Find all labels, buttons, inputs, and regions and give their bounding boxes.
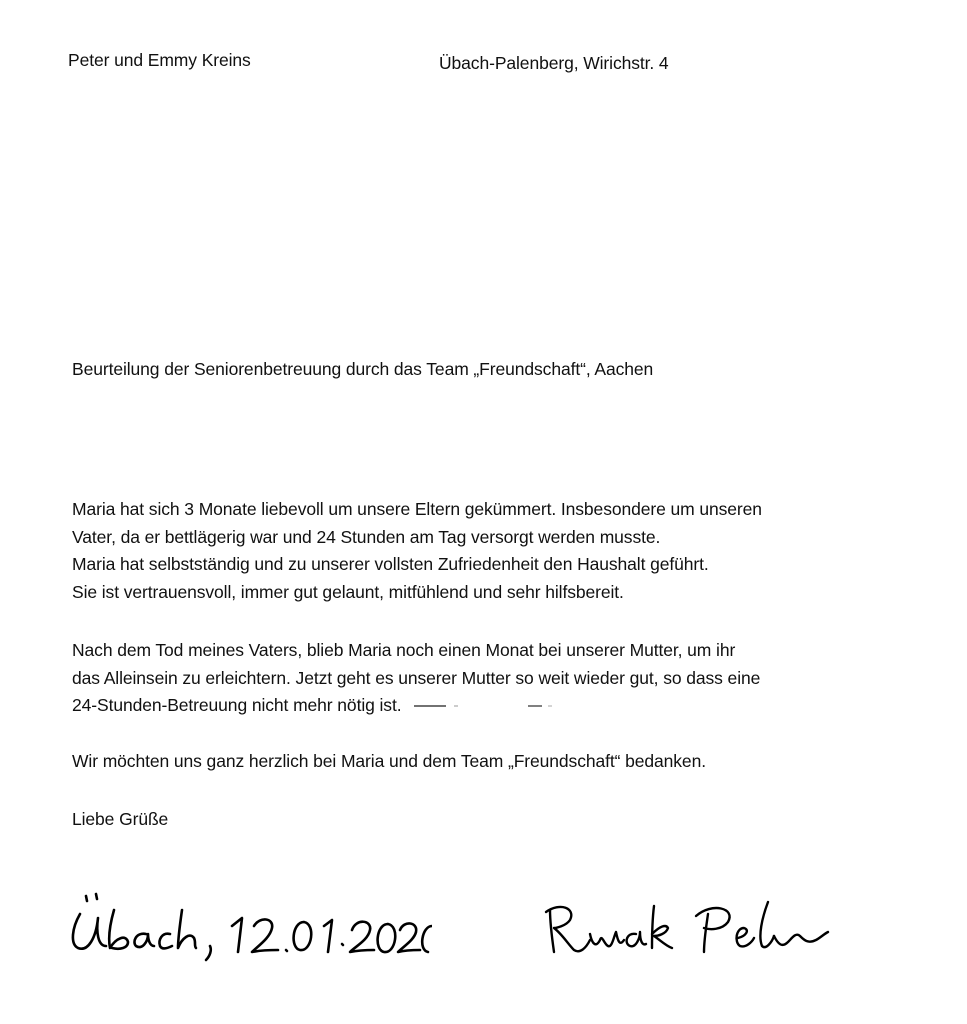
paragraph-1-line: Maria hat sich 3 Monate liebevoll um unsere Eltern gekümmert. Insbesondere um unseren xyxy=(72,499,762,519)
paragraph-2-line-text: 24-Stunden-Betreuung nicht mehr nötig ist. xyxy=(72,695,402,715)
paragraph-2-line: Nach dem Tod meines Vaters, blieb Maria noch einen Monat bei unserer Mutter, um ihr xyxy=(72,640,736,660)
erased-marks xyxy=(406,700,556,712)
paragraph-2 xyxy=(72,637,760,720)
closing-greeting: Liebe Grüße xyxy=(72,809,169,829)
sender-name: Peter und Emmy Kreins xyxy=(68,50,251,70)
paragraph-1-line: Sie ist vertrauensvoll, immer gut gelaunt, mitfühlend und sehr hilfsbereit. xyxy=(72,581,624,602)
letter-subject: Beurteilung der Seniorenbetreuung durch das Team „Freundschaft“, Aachen xyxy=(72,359,654,379)
sender-address: Übach-Palenberg, Wirichstr. 4 xyxy=(439,53,669,73)
paragraph-2-line-last xyxy=(72,692,760,720)
handwritten-signature xyxy=(540,888,830,968)
paragraph-1 xyxy=(72,496,762,606)
handwritten-place-date xyxy=(62,888,432,968)
paragraph-1-line: Maria hat selbstständig und zu unserer vollsten Zufriedenheit den Haushalt geführt. xyxy=(72,554,709,574)
paragraph-1-line: Vater, da er bettlägerig war und 24 Stunden am Tag versorgt werden musste. xyxy=(72,526,661,547)
paragraph-2-line: das Alleinsein zu erleichtern. Jetzt geht es unserer Mutter so weit wieder gut, so dass eine xyxy=(72,667,761,688)
paragraph-3: Wir möchten uns ganz herzlich bei Maria und dem Team „Freundschaft“ bedanken. xyxy=(72,751,706,771)
